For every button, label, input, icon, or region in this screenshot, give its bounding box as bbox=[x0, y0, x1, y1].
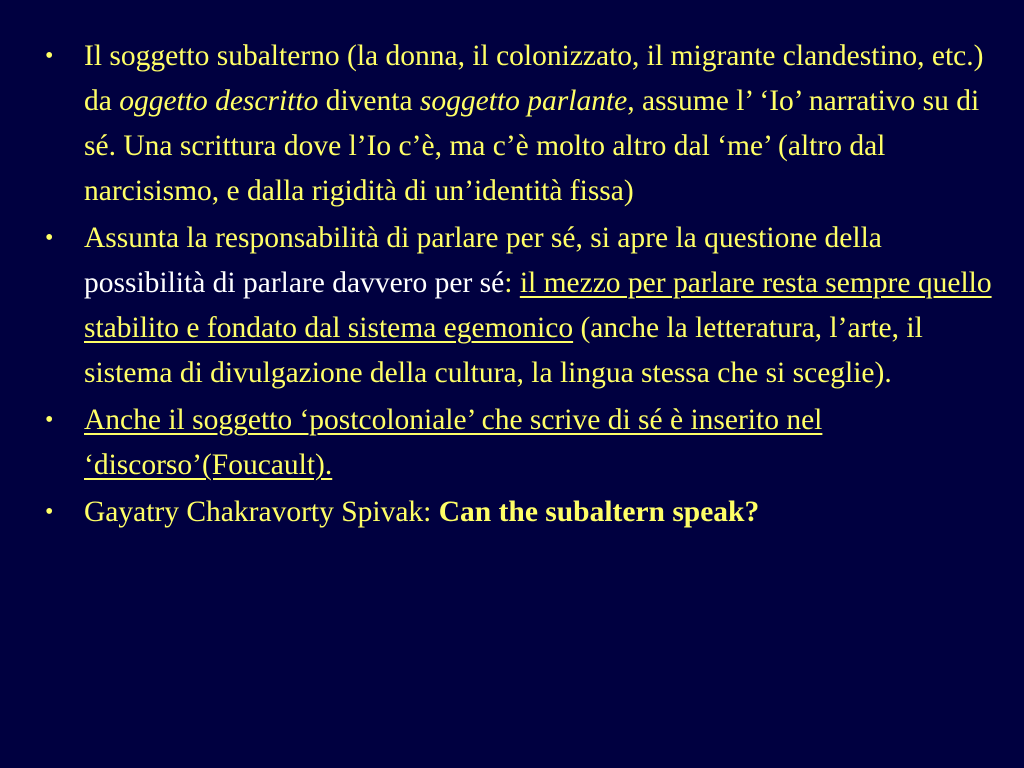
bullet-list bbox=[0, 34, 1000, 535]
bullet-dot-icon: • bbox=[45, 43, 54, 69]
bullet-responsibility bbox=[0, 216, 1000, 396]
underlined-text: Anche il soggetto ‘postcoloniale’ che scrive di sé è inserito nel ‘discorso’(Foucault). bbox=[84, 404, 823, 481]
underlined-text: il mezzo per parlare resta sempre quello stabilito e fondato dal sistema egemonico bbox=[84, 267, 992, 344]
bullet-text: Gayatry Chakravorty Spivak: bbox=[84, 496, 439, 528]
highlighted-text: possibilità di parlare davvero per sé bbox=[84, 267, 505, 299]
bullet-spivak bbox=[0, 490, 1000, 535]
bullet-text: , assume l’ ‘Io’ narrativo su di sé. Una scrittura dove l’Io c’è, ma c’è molto altro dal ‘me’ (altro dal narcisismo, e dalla rigidità di un’identità fissa) bbox=[84, 85, 980, 207]
bullet-subaltern-subject bbox=[0, 34, 1000, 214]
bullet-text: (anche la letteratura, l’arte, il sistema di divulgazione della cultura, la lingua stessa che si sceglie). bbox=[84, 312, 923, 389]
bold-title: Can the subaltern speak? bbox=[438, 496, 760, 528]
bullet-text: Assunta la responsabilità di parlare per sé, si apre la questione della bbox=[84, 222, 882, 254]
bullet-postcolonial bbox=[0, 398, 1000, 488]
bullet-dot-icon: • bbox=[45, 225, 54, 251]
bullet-dot-icon: • bbox=[45, 407, 54, 433]
bullet-text: diventa bbox=[318, 85, 420, 117]
bullet-text: Il soggetto subalterno (la donna, il colonizzato, il migrante clandestino, etc.) da bbox=[84, 40, 984, 117]
bullet-text: : bbox=[504, 267, 520, 299]
italic-term: oggetto descritto bbox=[119, 85, 319, 117]
italic-term: soggetto parlante bbox=[419, 85, 628, 117]
bullet-dot-icon: • bbox=[45, 499, 54, 525]
